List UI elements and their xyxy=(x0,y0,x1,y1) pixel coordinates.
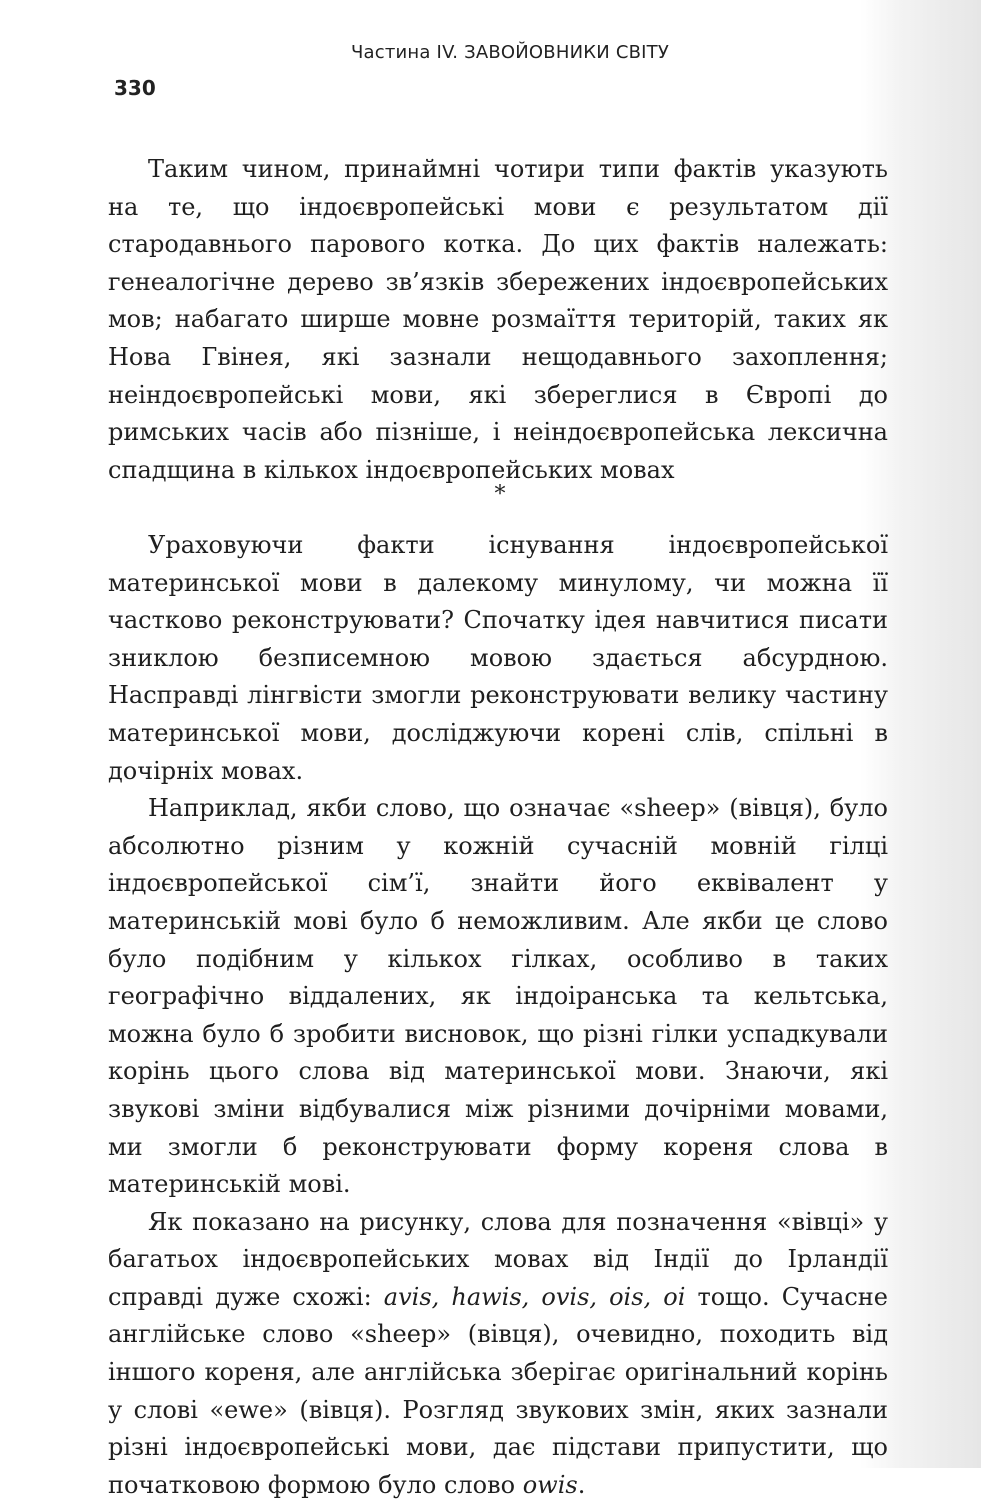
paragraph: Ураховуючи факти існування індоєвропейської материнської мови в далекому минулому, чи можна її частково реконструювати? Спочатку ідея навчитися писати зниклою безписемною мовою здається абсурдною. Насправді лінгвісти змогли реконструювати велику частину материнської мови, досліджуючи корені слів, спільні в дочірніх мовах. xyxy=(108,531,888,785)
paragraph: Наприклад, якби слово, що означає «sheep» (вівця), було абсолютно різним у кожній сучасній мовній гілці індоєвропейської сім’ї, знайти його еквівалент у материнській мові було б неможливим. Але якби це слово було подібним у кількох гілках, особливо в таких географічно віддалених, як індоіранська та кельтська, можна було б зробити висновок, що різні гілки успадкували корінь цього слова від материнської мови. Знаючи, які звукові зміни відбувалися між різними дочірніми мовами, ми змогли б реконструювати форму кореня слова в материнській мові. xyxy=(108,794,888,1199)
section-separator: * xyxy=(494,482,506,507)
paragraph: Таким чином, принаймні чотири типи фактів указують на те, що індоєвропейські мови є результатом дії стародавнього парового котка. До цих фактів належать: генеалогічне дерево зв’язків збережених індоєвропейських мов; набагато ширше мовне розмаїття територій, таких як Нова Гвінея, які зазнали нещодавнього захоплення; неіндоєвропейські мови, які збереглися в Європі до римських часів або пізніше, і неіндоєвропейська лексична спадщина в кількох індоєвропейських мовах xyxy=(108,155,888,484)
italic-words: avis, hawis, ovis, ois, oi xyxy=(383,1282,686,1311)
paragraph xyxy=(108,1204,888,1504)
text-block-2 xyxy=(108,527,888,1504)
italic-word: owis xyxy=(522,1470,578,1499)
text-block-1 xyxy=(108,151,888,489)
page-number: 330 xyxy=(114,76,156,100)
paragraph-text: Як показано на рисунку, слова для позначення «вівці» у багатьох індоєвропейських мовах від Індії до Ірландії справді дуже схожі: xyxy=(108,1207,888,1311)
paragraph-end: . xyxy=(577,1470,586,1499)
running-head: Частина IV. ЗАВОЙОВНИКИ СВІТУ xyxy=(350,42,670,63)
paragraph-text: тощо. Сучасне англійське слово «sheep» (вівця), очевидно, походить від іншого кореня, але англійська зберігає оригінальний корінь у слові «ewe» (вівця). Розгляд звукових змін, яких зазнали різні індоєвропейські мови, дає підстави припустити, що початковою формою було слово xyxy=(108,1282,889,1499)
